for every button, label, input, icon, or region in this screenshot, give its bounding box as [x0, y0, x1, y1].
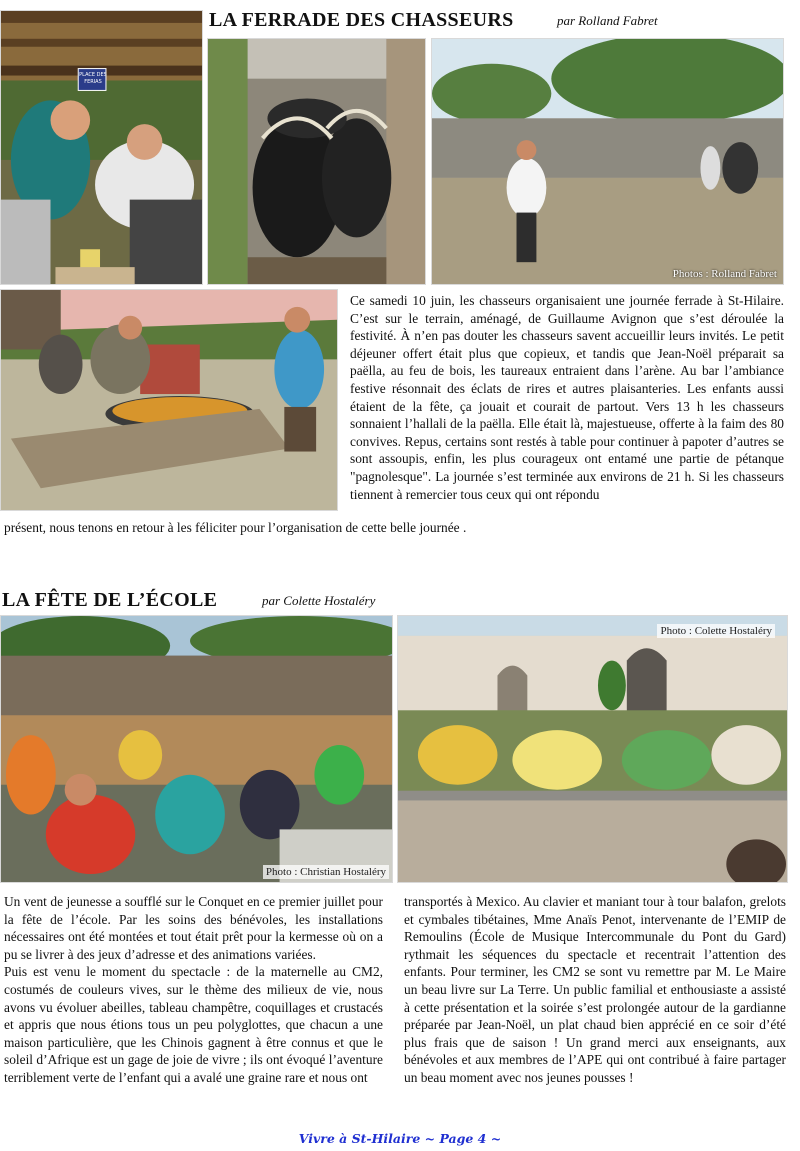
- photo-paella: [0, 289, 338, 511]
- article1-byline: par Rolland Fabret: [557, 13, 658, 28]
- article2-col1-paragraph1: Un vent de jeunesse a soufflé sur le Conquet en ce premier juillet pour la fête de l’école. Par les soins des bénévoles, les installations nécessaires ont été montées et tout était prêt pour la kermesse où on a pu se livrer à des jeux d’adresse et des animations variées.: [4, 894, 383, 962]
- article2-byline: par Colette Hostaléry: [262, 593, 376, 608]
- article1-text-end: présent, nous tenons en retour à les féliciter pour l’organisation de cette belle journée .: [4, 520, 467, 535]
- article2-col2-paragraph1: transportés à Mexico. Au clavier et maniant tour à tour balafon, grelots et cymbales tibétaines, Mme Anaïs Penot, intervenante de l’EMIP de Remoulins (École de Musique Intercommunale du Pont du Gard) rythmait les séquences du spectacle et recentrait l’attention des enfants. Pour terminer, les CM2 se sont vu remettre par M. Le Maire un beau livre sur La Terre. Un public familial et enthousiaste a assisté à cette présentation et la soirée s’est prolongée autour de la gardianne préparée par Jean-Noël, un plat chaud bien apprécié en ce soir d’été plus frais que de saison ! Un grand merci aux enseignants, aux bénévoles et aux membres de l’APE qui ont contribué à faire partager un beau moment avec nos jeunes pousses !: [404, 894, 786, 1085]
- article2-photo-credit-left: Photo : Christian Hostaléry: [263, 865, 389, 879]
- photo-men-at-bar: [0, 10, 203, 285]
- page-footer: Vivre à St-Hilaire ~ Page 4 ~: [298, 1131, 502, 1146]
- article2-col1-paragraph2: Puis est venu le moment du spectacle : de la maternelle au CM2, costumés de couleurs vives, sur le thème des milieux de vie, nous avons vu évoluer abeilles, tableau champêtre, coquillages et crustacés et appris que nous étions tous un peu polyglottes, que chacun a une maison particulière, que les Chinois gagnent à être connus et que le soleil d’Afrique est un gage de joie de vivre ; ils ont évoqué l’aventure terriblement verte de l’enfant qui a avalé une graine rare et nous ont: [4, 964, 383, 1085]
- photo-petanque: [431, 38, 784, 285]
- article2-column-left: [4, 893, 383, 1087]
- article1-photo-credit: Photos : Rolland Fabret: [672, 268, 777, 280]
- photo-school-stage: [397, 615, 788, 883]
- article1-title: LA FERRADE DES CHASSEURS: [209, 9, 514, 31]
- article2-title: LA FÊTE DE L’ÉCOLE: [2, 589, 218, 611]
- article2-photo-credit-right: Photo : Colette Hostaléry: [657, 624, 775, 638]
- photo-bulls: [207, 38, 426, 285]
- photo-school-audience: [0, 615, 393, 883]
- article1-text-intro: Ce samedi 10 juin, les chasseurs organisaient une journée ferrade à St-Hilaire. C’est sur le terrain, aménagé, de Guillaume Avignon que s’est déroulée la festivité. À n’en pas douter les chasseurs savent accueillir leurs invités. Le petit déjeuner offert était plus que copieux, et tandis que Jean-Noël préparait sa paëlla, au feu de bois, les taureaux entraient dans l’arène. Au bar l’ambiance festive résonnait des éclats de rires et autres plaisanteries. Les enfants aussi étaient de la fête, ça jouait et courait de partout. Vers 13 h les chasseurs sonnaient l’hallali de la paëlla. Elle était là, majestueuse, offerte à la faim des 80 convives. Repus, certains sont restés à table pour continuer à papoter d’autres se sont assoupis, enfin, les plus courageux ont entamé une partie de pétanque "pagnolesque". La journée s’est terminée aux environs de 21 h. Si les chasseurs tiennent à remercier tous ceux qui ont répondu: [350, 293, 784, 502]
- article2-column-right: [404, 893, 786, 1087]
- place-des-ferias-sign: PLACE DES FERIAS: [79, 72, 107, 85]
